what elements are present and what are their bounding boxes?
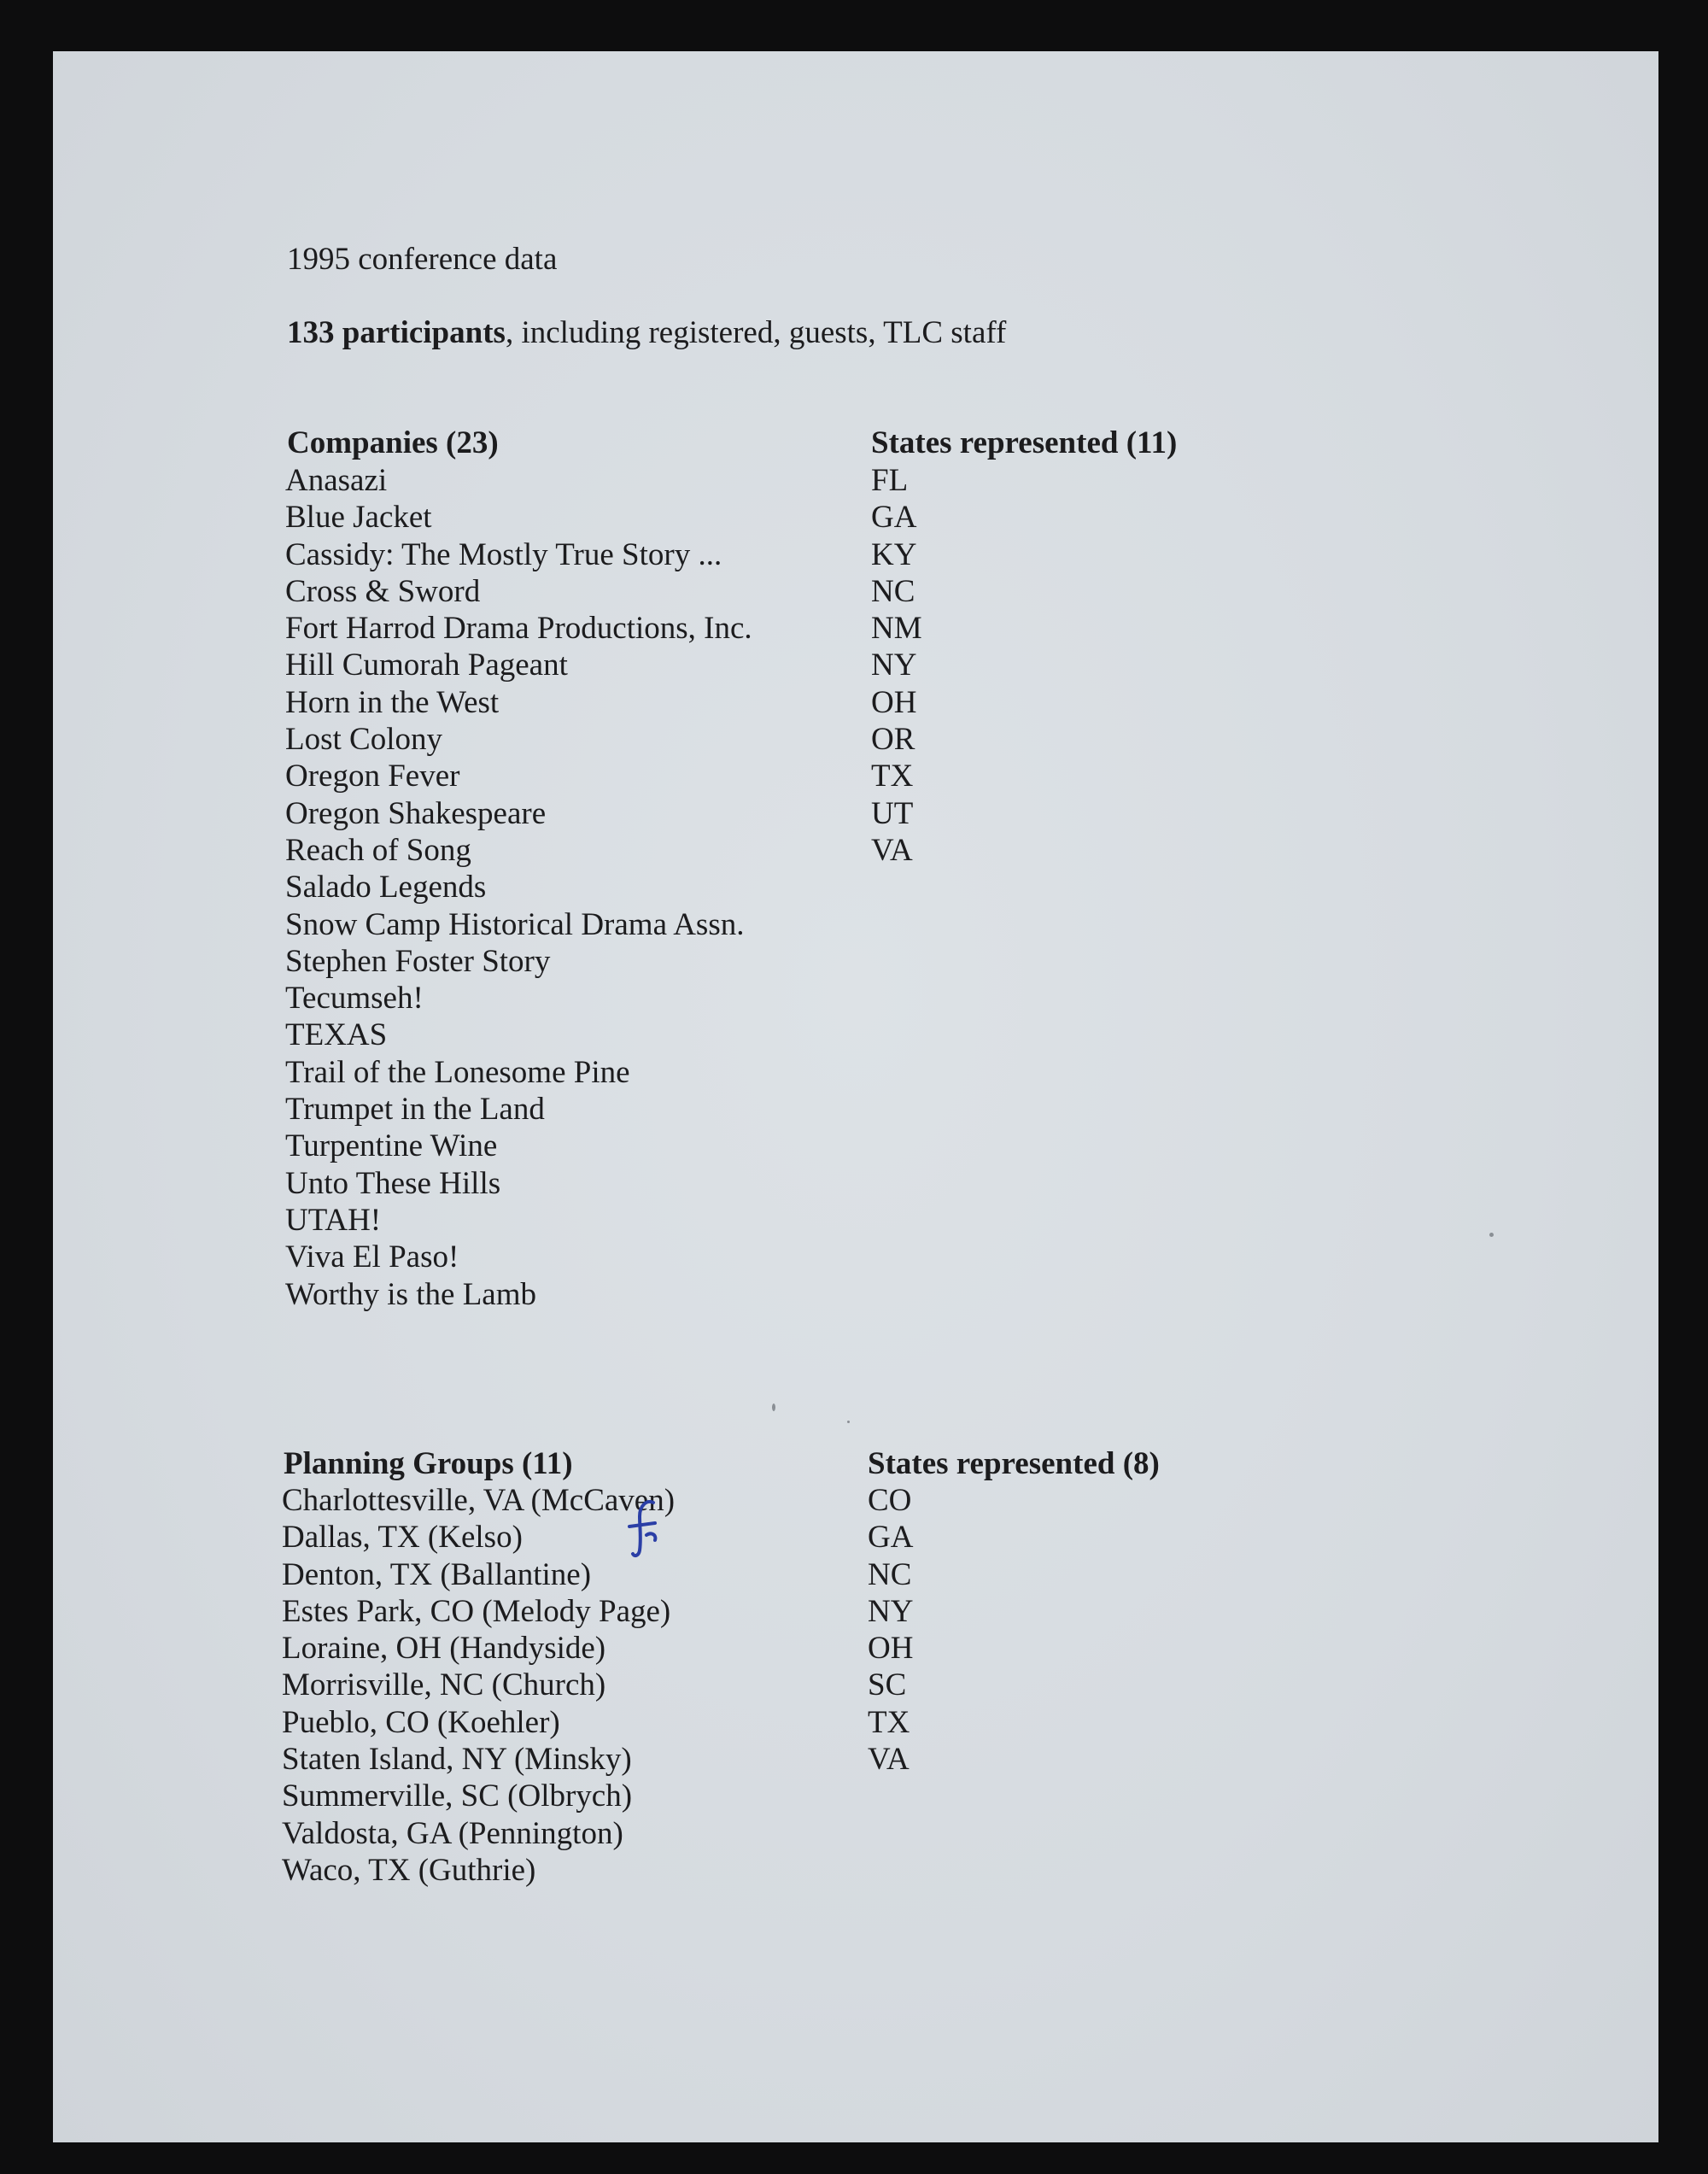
company-item: Cross & Sword bbox=[285, 573, 481, 609]
participants-count: 133 participants bbox=[287, 315, 506, 350]
company-item: Stephen Foster Story bbox=[285, 943, 551, 979]
company-state-item: TX bbox=[871, 759, 914, 794]
planning-state-item: VA bbox=[868, 1742, 910, 1778]
planning-group-item: Waco, TX (Guthrie) bbox=[282, 1852, 536, 1888]
planning-group-item: Valdosta, GA (Pennington) bbox=[282, 1815, 623, 1851]
paper-speck bbox=[847, 1421, 850, 1423]
planning-states-heading: States represented (8) bbox=[868, 1446, 1160, 1481]
company-states-list bbox=[871, 462, 922, 869]
participants-description: , including registered, guests, TLC staff bbox=[505, 315, 1007, 350]
company-item: Viva El Paso! bbox=[285, 1239, 459, 1275]
company-item: Turpentine Wine bbox=[285, 1128, 498, 1164]
company-state-item: NC bbox=[871, 573, 915, 609]
planning-group-item: Morrisville, NC (Church) bbox=[282, 1667, 606, 1703]
participants-summary bbox=[287, 314, 1006, 351]
company-item: Lost Colony bbox=[285, 722, 442, 758]
planning-state-item: TX bbox=[868, 1704, 910, 1740]
planning-group-item: Charlottesville, VA (McCaven) bbox=[282, 1483, 676, 1518]
company-state-item: NY bbox=[871, 648, 917, 683]
planning-group-item: Estes Park, CO (Melody Page) bbox=[282, 1593, 671, 1629]
planning-group-item: Pueblo, CO (Koehler) bbox=[282, 1704, 560, 1740]
planning-group-item: Denton, TX (Ballantine) bbox=[282, 1556, 592, 1592]
planning-states-list bbox=[868, 1482, 913, 1778]
company-item: UTAH! bbox=[285, 1202, 382, 1238]
planning-groups-list bbox=[282, 1482, 675, 1889]
company-state-item: OH bbox=[871, 684, 917, 720]
planning-state-item: NC bbox=[868, 1556, 912, 1592]
company-state-item: VA bbox=[871, 832, 913, 868]
company-state-item: NM bbox=[871, 611, 922, 647]
company-states-heading: States represented (11) bbox=[871, 425, 1178, 460]
paper-speck bbox=[1489, 1233, 1494, 1237]
planning-state-item: GA bbox=[868, 1520, 914, 1556]
company-state-item: FL bbox=[871, 463, 909, 498]
company-item: Oregon Fever bbox=[285, 759, 460, 794]
planning-group-item: Dallas, TX (Kelso) bbox=[282, 1520, 523, 1556]
planning-state-item: NY bbox=[868, 1593, 914, 1629]
company-item: Reach of Song bbox=[285, 832, 471, 868]
companies-list bbox=[285, 462, 752, 1313]
company-item: Unto These Hills bbox=[285, 1165, 501, 1201]
document-title: 1995 conference data bbox=[287, 242, 558, 277]
planning-state-item: SC bbox=[868, 1667, 907, 1703]
company-item: Tecumseh! bbox=[285, 981, 424, 1017]
planning-state-item: OH bbox=[868, 1631, 914, 1667]
company-item: TEXAS bbox=[285, 1017, 388, 1053]
companies-heading: Companies (23) bbox=[287, 425, 499, 460]
planning-state-item: CO bbox=[868, 1483, 912, 1518]
company-state-item: KY bbox=[871, 536, 917, 572]
company-state-item: UT bbox=[871, 795, 914, 831]
company-item: Horn in the West bbox=[285, 684, 500, 720]
company-item: Trail of the Lonesome Pine bbox=[285, 1054, 630, 1090]
company-item: Fort Harrod Drama Productions, Inc. bbox=[285, 611, 752, 647]
company-item: Salado Legends bbox=[285, 870, 487, 905]
planning-group-item: Staten Island, NY (Minsky) bbox=[282, 1742, 632, 1778]
company-item: Anasazi bbox=[285, 463, 388, 498]
company-item: Cassidy: The Mostly True Story ... bbox=[285, 536, 722, 572]
planning-group-item: Summerville, SC (Olbrych) bbox=[282, 1778, 633, 1814]
company-item: Snow Camp Historical Drama Assn. bbox=[285, 906, 745, 942]
company-item: Oregon Shakespeare bbox=[285, 795, 547, 831]
company-item: Worthy is the Lamb bbox=[285, 1276, 536, 1312]
document-page bbox=[53, 51, 1658, 2142]
paper-speck bbox=[772, 1403, 775, 1411]
company-item: Trumpet in the Land bbox=[285, 1092, 545, 1128]
planning-groups-heading: Planning Groups (11) bbox=[284, 1446, 573, 1481]
company-state-item: OR bbox=[871, 722, 915, 758]
company-item: Hill Cumorah Pageant bbox=[285, 648, 568, 683]
planning-group-item: Loraine, OH (Handyside) bbox=[282, 1631, 606, 1667]
handwritten-correction-mark bbox=[621, 1497, 672, 1559]
company-state-item: GA bbox=[871, 500, 917, 536]
company-item: Blue Jacket bbox=[285, 500, 432, 536]
